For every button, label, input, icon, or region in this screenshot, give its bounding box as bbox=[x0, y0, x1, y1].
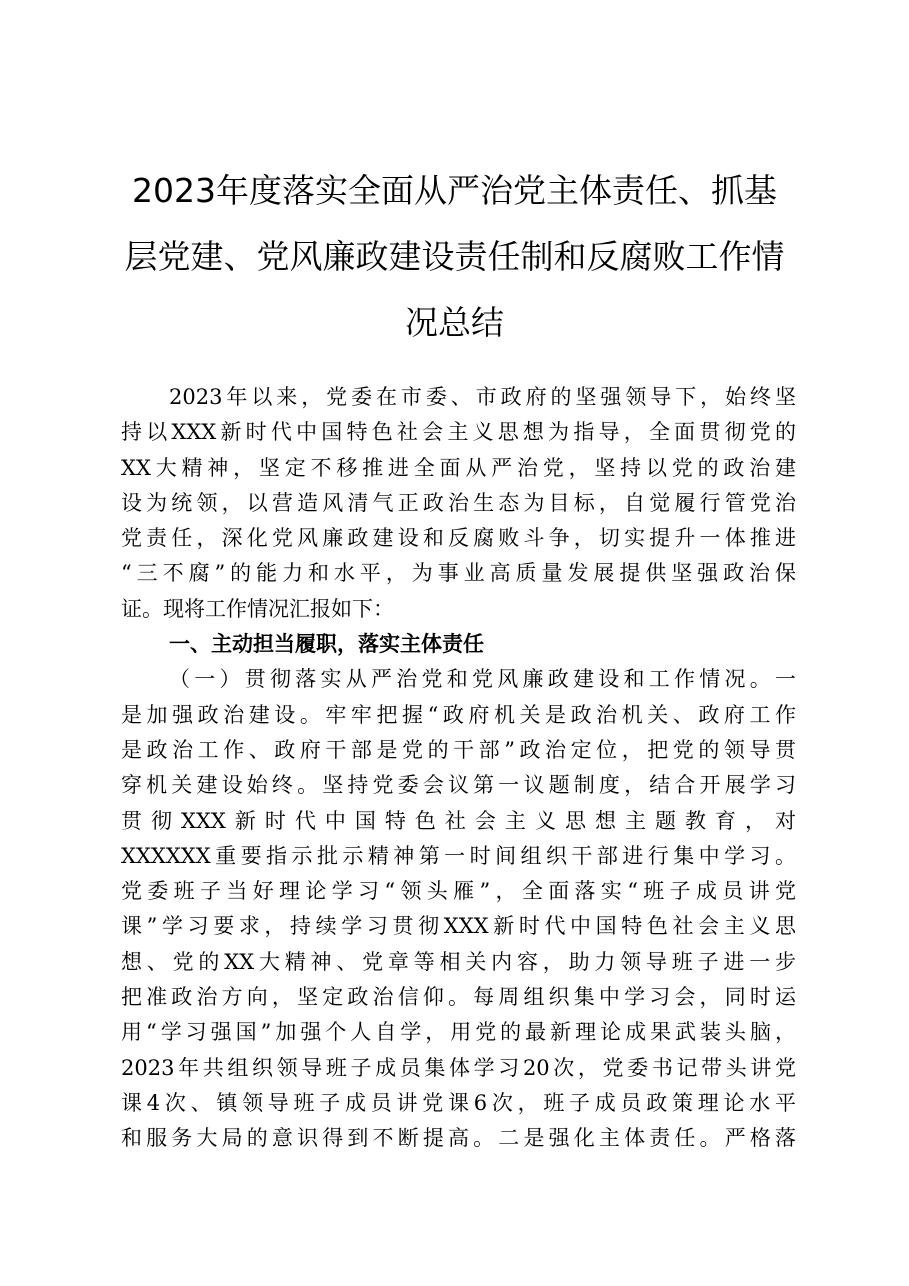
section-line: 党委班子当好理论学习“领头雁”，全面落实“班子成员讲党 bbox=[121, 879, 796, 904]
intro-line: 党责任，深化党风廉政建设和反腐败斗争，切实提升一体推进 bbox=[121, 526, 796, 551]
section-line: 用“学习强国”加强个人自学，用党的最新理论成果武装头脑， bbox=[121, 1020, 796, 1045]
intro-line: XX大精神，坚定不移推进全面从严治党，坚持以党的政治建 bbox=[121, 455, 796, 480]
section-line: 课4次、镇领导班子成员讲党课6次，班子成员政策理论水平 bbox=[121, 1090, 796, 1115]
section-line: 是政治工作、政府干部是党的干部”政治定位，把党的领导贯 bbox=[121, 737, 796, 762]
intro-line: 设为统领，以营造风清气正政治生态为目标，自觉履行管党治 bbox=[121, 490, 796, 515]
section-line: 想、党的XX大精神、党章等相关内容，助力领导班子进一步 bbox=[121, 949, 796, 974]
section-line: （一）贯彻落实从严治党和党风廉政建设和工作情况。一 bbox=[169, 667, 796, 692]
section-line: 贯彻XXX新时代中国特色社会主义思想主题教育，对 bbox=[121, 808, 796, 833]
title-line: 层党建、党风廉政建设责任制和反腐败工作情 bbox=[124, 237, 785, 276]
document-title bbox=[0, 158, 909, 356]
document-body bbox=[121, 380, 796, 1157]
intro-line: 2023年以来，党委在市委、市政府的坚强领导下，始终坚 bbox=[169, 385, 796, 409]
section-line: 课”学习要求，持续学习贯彻XXX新时代中国特色社会主义思 bbox=[121, 914, 796, 939]
section-line: 把准政治方向，坚定政治信仰。每周组织集中学习会，同时运 bbox=[121, 985, 796, 1010]
section-line: 是加强政治建设。牢牢把握“政府机关是政治机关、政府工作 bbox=[121, 702, 796, 727]
title-line: 况总结 bbox=[405, 303, 504, 342]
section-line: 穿机关建设始终。坚持党委会议第一议题制度，结合开展学习 bbox=[121, 773, 796, 798]
title-line: 2023年度落实全面从严治党主体责任、抓基 bbox=[132, 171, 777, 210]
intro-line: 证。现将工作情况汇报如下： bbox=[121, 596, 394, 621]
section-line: XXXXXX重要指示批示精神第一时间组织干部进行集中学习。 bbox=[121, 843, 796, 868]
intro-line: “三不腐”的能力和水平，为事业高质量发展提供坚强政治保 bbox=[121, 561, 796, 586]
section-line: 2023年共组织领导班子成员集体学习20次，党委书记带头讲党 bbox=[121, 1055, 796, 1080]
section-line: 和服务大局的意识得到不断提高。二是强化主体责任。严格落 bbox=[121, 1126, 796, 1151]
intro-line: 持以XXX新时代中国特色社会主义思想为指导，全面贯彻党的 bbox=[121, 420, 796, 445]
section-heading: 一、主动担当履职，落实主体责任 bbox=[169, 632, 484, 657]
